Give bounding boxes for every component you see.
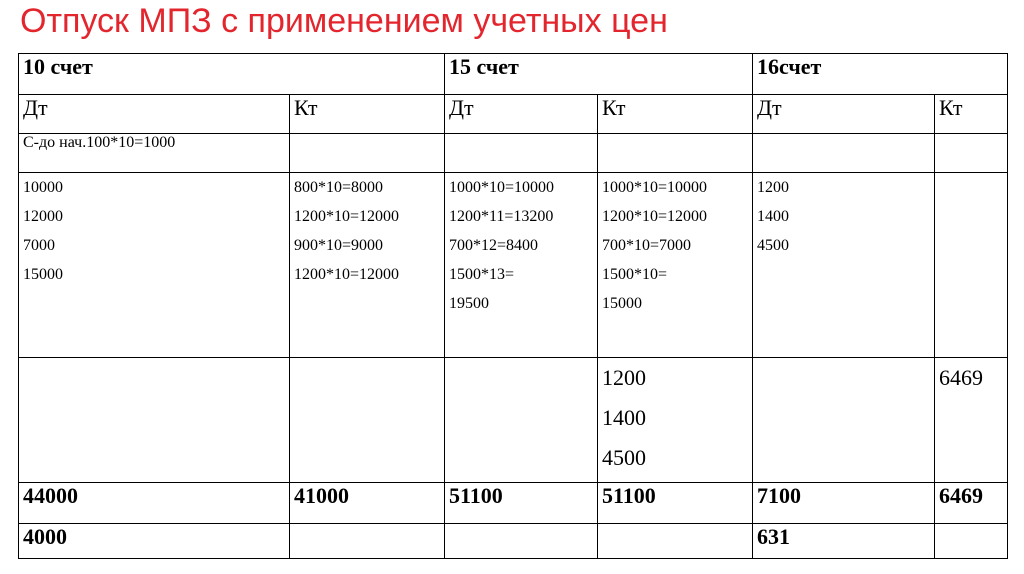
entry-line: 900*10=9000 [294, 237, 384, 254]
entry-line: 7000 [23, 237, 55, 254]
closing-balance-row [19, 524, 1008, 559]
entry-line: 1400 [602, 405, 646, 430]
account-10-debit-turnover: 44000 [19, 483, 290, 524]
account-16-header: 16счет [753, 54, 1008, 95]
empty-cell [445, 524, 598, 559]
empty-cell [445, 358, 598, 483]
entry-line: 15000 [602, 295, 642, 312]
account-10-credit-label: Кт [290, 95, 445, 134]
empty-cell [753, 134, 935, 173]
entry-line: 10000 [23, 179, 63, 196]
entry-line: 1200*10=12000 [602, 208, 708, 225]
account-10-credit-entries [290, 173, 445, 358]
account-header-row [19, 54, 1008, 95]
entry-line: 700*10=7000 [602, 237, 692, 254]
empty-cell [935, 134, 1008, 173]
account-16-credit-turnover: 6469 [935, 483, 1008, 524]
account-15-credit-entries [598, 173, 753, 358]
empty-cell [598, 134, 753, 173]
empty-cell [290, 134, 445, 173]
account-15-debit-turnover: 51100 [445, 483, 598, 524]
entry-line: 1000*10=10000 [449, 179, 555, 196]
entry-line: 1500*10= [602, 266, 668, 283]
entry-line: 1200*10=12000 [294, 208, 400, 225]
empty-cell [290, 524, 445, 559]
account-15-credit-label: Кт [598, 95, 753, 134]
account-16-debit-label: Дт [753, 95, 935, 134]
entry-line: 12000 [23, 208, 63, 225]
entry-line: 15000 [23, 266, 63, 283]
empty-cell [445, 134, 598, 173]
entry-line: 19500 [449, 295, 489, 312]
account-15-header: 15 счет [445, 54, 753, 95]
entry-line: 700*12=8400 [449, 237, 539, 254]
operations-row [19, 173, 1008, 358]
entry-line: 1200*10=12000 [294, 266, 400, 283]
entry-line: 800*10=8000 [294, 179, 384, 196]
empty-cell [935, 173, 1008, 358]
deviations-row [19, 358, 1008, 483]
empty-cell [935, 524, 1008, 559]
turnover-row [19, 483, 1008, 524]
account-15-credit-deviations [598, 358, 753, 483]
entry-line: 1200*11=13200 [449, 208, 554, 225]
account-16-debit-entries [753, 173, 935, 358]
account-15-debit-label: Дт [445, 95, 598, 134]
entry-line: 1500*13= [449, 266, 515, 283]
account-10-header: 10 счет [19, 54, 445, 95]
opening-balance-cell: С-до нач.100*10=1000 [19, 134, 290, 173]
empty-cell [290, 358, 445, 483]
entry-line: 4500 [602, 445, 646, 470]
account-15-debit-entries [445, 173, 598, 358]
account-10-closing-balance: 4000 [19, 524, 290, 559]
account-16-credit-deviation: 6469 [935, 358, 1008, 483]
empty-cell [598, 524, 753, 559]
account-10-debit-label: Дт [19, 95, 290, 134]
page-title: Отпуск МПЗ с применением учетных цен [20, 2, 668, 40]
account-16-closing-balance: 631 [753, 524, 935, 559]
empty-cell [753, 358, 935, 483]
account-15-credit-turnover: 51100 [598, 483, 753, 524]
entry-line: 1400 [757, 208, 789, 225]
account-16-debit-turnover: 7100 [753, 483, 935, 524]
entry-line: 4500 [757, 237, 789, 254]
debit-credit-row [19, 95, 1008, 134]
entry-line: 1200 [757, 179, 789, 196]
account-10-debit-entries [19, 173, 290, 358]
empty-cell [19, 358, 290, 483]
entry-line: 1200 [602, 365, 646, 390]
accounts-table [18, 53, 1008, 559]
opening-balance-row [19, 134, 1008, 173]
entry-line: 1000*10=10000 [602, 179, 708, 196]
account-16-credit-label: Кт [935, 95, 1008, 134]
account-10-credit-turnover: 41000 [290, 483, 445, 524]
